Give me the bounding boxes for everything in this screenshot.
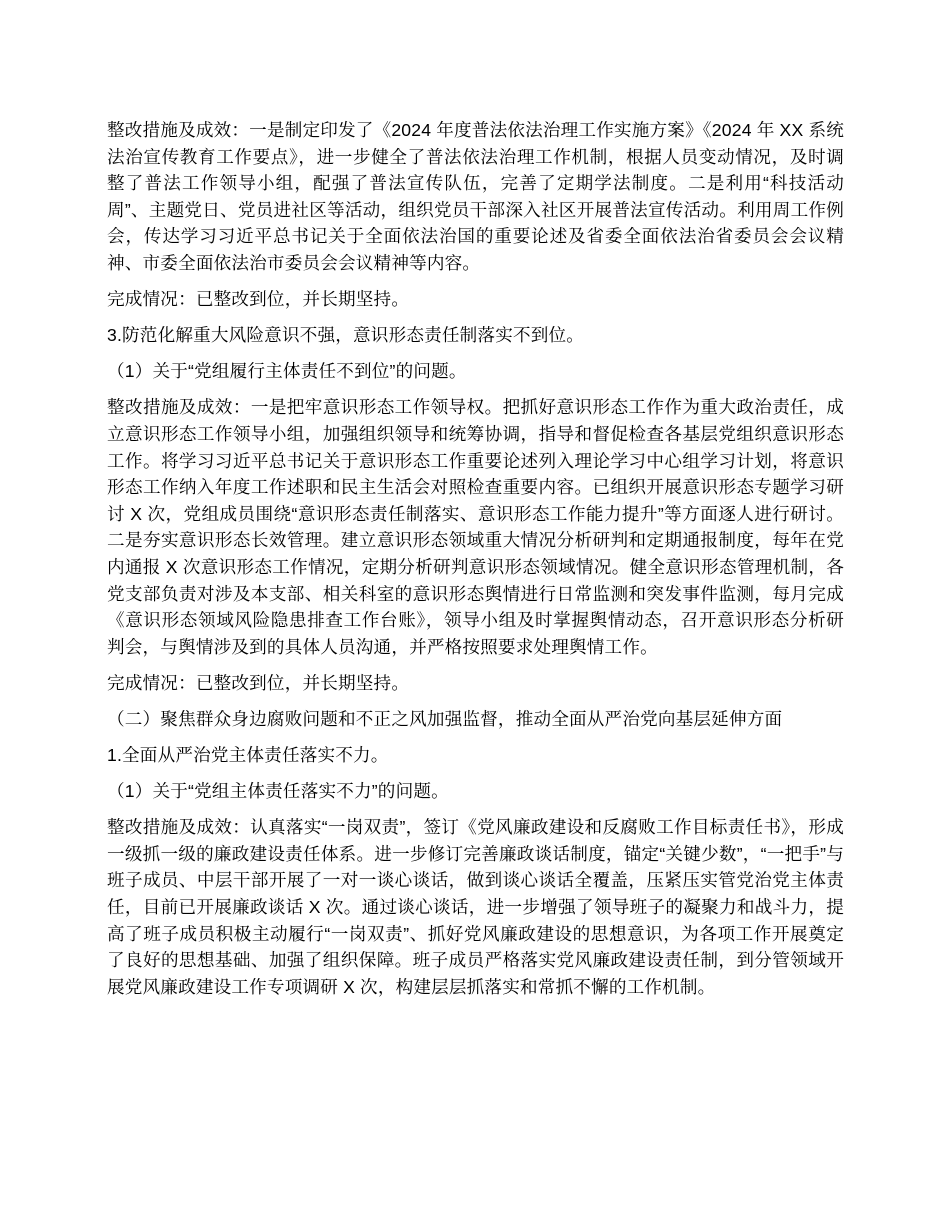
rectification-measures-ideology: 整改措施及成效：一是把牢意识形态工作领导权。把抓好意识形态工作作为重大政治责任，成立意识形态工作领导小组，加强组织领导和统筹协调，指导和督促检查各基层党组织意识形态工作。将学习习近平总书记关于意识形态工作重要论述列入理论学习中心组学习计划，将意识形态工作纳入年度工作述职和民主生活会对照检查重要内容。已组织开展意识形态专题学习研讨 X 次，党组成员围绕“意识形态责任制落实、意识形态工作能力提升”等方面逐人进行研讨。二是夯实意识形态长效管理。建立意识形态领域重大情况分析研判和定期通报制度，每年在党内通报 X 次意识形态工作情况，定期分析研判意识形态领域情况。健全意识形态管理机制，各党支部负责对涉及本支部、相关科室的意识形态舆情进行日常监测和突发事件监测，每月完成《意识形态领域风险隐患排查工作台账》，领导小组及时掌握舆情动态，召开意识形态分析研判会，与舆情涉及到的具体人员沟通，并严格按照要求处理舆情工作。 <box>107 397 844 657</box>
heading-sub-item-1-party-group-duty: （1）关于“党组履行主体责任不到位”的问题。 <box>107 361 467 382</box>
document-body <box>107 117 844 1000</box>
heading-sub-item-1-party-group-responsibility: （1）关于“党组主体责任落实不力”的问题。 <box>107 781 449 802</box>
completion-status-1: 完成情况：已整改到位，并长期坚持。 <box>107 289 410 310</box>
rectification-measures-integrity: 整改措施及成效：认真落实“一岗双责”，签订《党风廉政建设和反腐败工作目标责任书》，形成一级抓一级的廉政建设责任体系。进一步修订完善廉政谈话制度，锚定“关键少数”，“一把手”与班子成员、中层干部开展了一对一谈心谈话，做到谈心谈话全覆盖，压紧压实管党治党主体责任，目前已开展廉政谈话 X 次。通过谈心谈话，进一步增强了领导班子的凝聚力和战斗力，提高了班子成员积极主动履行“一岗双责”、抓好党风廉政建设的思想意识，为各项工作开展奠定了良好的思想基础、加强了组织保障。班子成员严格落实党风廉政建设责任制，到分管领域开展党风廉政建设工作专项调研 X 次，构建层层抓落实和常抓不懈的工作机制。 <box>107 817 844 997</box>
heading-item-3: 3.防范化解重大风险意识不强，意识形态责任制落实不到位。 <box>107 325 585 346</box>
completion-status-2: 完成情况：已整改到位，并长期坚持。 <box>107 672 410 693</box>
rectification-measures-law-popularization: 整改措施及成效：一是制定印发了《2024 年度普法依法治理工作实施方案》《2024 年 XX 系统法治宣传教育工作要点》，进一步健全了普法依法治理工作机制，根据人员变动情况，及时调整了普法工作领导小组，配强了普法宣传队伍，完善了定期学法制度。二是利用“科技活动周”、主题党日、党员进社区等活动，组织党员干部深入社区开展普法宣传活动。利用周工作例会，传达学习习近平总书记关于全面依法治国的重要论述及省委全面依法治省委员会会议精神、市委全面依法治市委员会会议精神等内容。 <box>107 120 844 273</box>
heading-section-2: （二）聚焦群众身边腐败问题和不正之风加强监督，推动全面从严治党向基层延伸方面 <box>107 708 783 729</box>
heading-item-1-strict-governance: 1.全面从严治党主体责任落实不力。 <box>107 744 389 765</box>
